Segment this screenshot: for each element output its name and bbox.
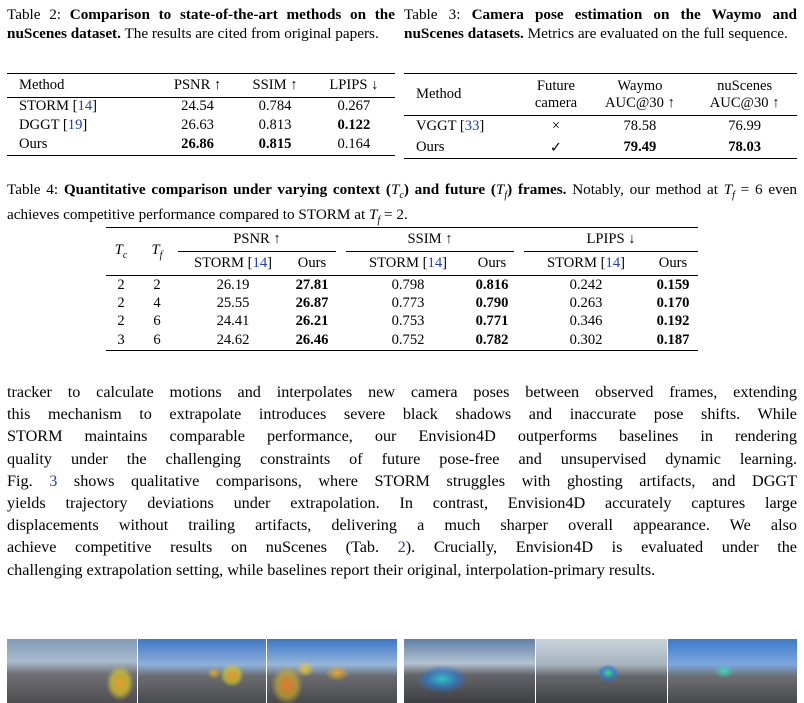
t3-header-future: Future camera: [534, 77, 578, 111]
citation-link[interactable]: 14: [605, 255, 621, 271]
figure-image-6: [668, 639, 797, 703]
t4-header-tc: $T_c$: [114, 242, 128, 261]
citation-link[interactable]: 19: [67, 116, 83, 133]
t4-sub-ours: Ours: [297, 255, 327, 271]
t2-header-psnr: PSNR ↑: [173, 77, 222, 93]
table-row: 3 6 24.62 26.46 0.752 0.782 0.302 0.187: [106, 331, 698, 351]
citation-link[interactable]: 33: [464, 118, 480, 135]
table-link[interactable]: 2: [397, 538, 406, 557]
t4-group-psnr: PSNR ↑: [178, 228, 336, 252]
t4-header-tf: $T_f$: [151, 242, 163, 261]
citation-link[interactable]: 14: [77, 98, 93, 115]
table-row: Ours 26.86 0.815 0.164: [7, 135, 395, 156]
citation-link[interactable]: 14: [427, 255, 443, 271]
t4-sub-ours: Ours: [658, 255, 688, 271]
t3-header-method: Method: [416, 86, 462, 102]
table-row: Ours ✓ 79.49 78.03: [404, 138, 797, 159]
citation-link[interactable]: 14: [252, 255, 268, 271]
table4: [106, 227, 698, 351]
t2-header-method: Method: [19, 77, 65, 93]
figure-image-3: [267, 639, 397, 703]
body-paragraph: tracker to calculate motions and interpolates new camera poses between observed frames, extending this mechanism to extrapolate introduces severe black shadows and inaccurate pose shifts. While STORM maintains comparable performance, our Envision4D outperforms baselines in rendering quality under the challenging constraints of future pose-free and unsupervised dynamic learning. Fig. 3 shows qualitative comparisons, where STORM struggles with ghosting artifacts, and DGGT yields trajectory deviations under extrapolation. In contrast, Envision4D accurately captures large displacements without trailing artifacts, delivering a much sharper overall appearance. We also achieve competitive results on nuScenes (Tab. 2). Crucially, Envision4D is evaluated under the challenging extrapolation setting, while baselines report their original, interpolation-primary results.: [7, 383, 797, 579]
t2-header-ssim: SSIM ↑: [252, 77, 298, 93]
t2-header-lpips: LPIPS ↓: [329, 77, 379, 93]
table3: [404, 73, 797, 159]
t3-header-waymo: Waymo AUC@30 ↑: [605, 77, 675, 111]
t4-group-lpips: LPIPS ↓: [524, 228, 698, 252]
figure-image-5: [536, 639, 667, 703]
figure-image-1: [7, 639, 137, 703]
t4-group-ssim: SSIM ↑: [346, 228, 514, 252]
figure-image-4: [404, 639, 535, 703]
table-row: 2 6 24.41 26.21 0.753 0.771 0.346 0.192: [117, 313, 690, 329]
table3-caption: Table 3: Camera pose estimation on the Waymo and nuScenes datasets. Metrics are evaluated on the full sequence.: [404, 6, 797, 42]
t4-sub-storm: STORM [14]: [546, 255, 625, 271]
table-row: VGGT [33] × 78.58 76.99: [404, 116, 797, 138]
table-row: 2 2 26.19 27.81 0.798 0.816 0.242 0.159: [106, 276, 698, 295]
table2-caption: Table 2: Comparison to state-of-the-art methods on the nuScenes dataset. The results are cited from original papers.: [7, 6, 395, 42]
figure-link[interactable]: 3: [49, 471, 58, 490]
t4-sub-storm: STORM [14]: [368, 255, 447, 271]
table-row: STORM [14] 24.54 0.784 0.267: [7, 98, 395, 116]
table2: [7, 73, 395, 156]
table4-caption: Table 4: Quantitative comparison under varying context $(T_c)$ and future $(T_f)$ frames. Notably, our method at $T_f = 6$ even achieves competitive performance compared to STORM at $T_f = 2$.: [7, 181, 797, 227]
t3-header-nuscenes: nuScenes AUC@30 ↑: [709, 77, 780, 111]
t4-sub-storm: STORM [14]: [193, 255, 272, 271]
figure-image-2: [138, 639, 266, 703]
table-row: 2 4 25.55 26.87 0.773 0.790 0.263 0.170: [117, 295, 690, 311]
table-row: DGGT [19] 26.63 0.813 0.122: [19, 116, 371, 133]
t4-sub-ours: Ours: [477, 255, 507, 271]
